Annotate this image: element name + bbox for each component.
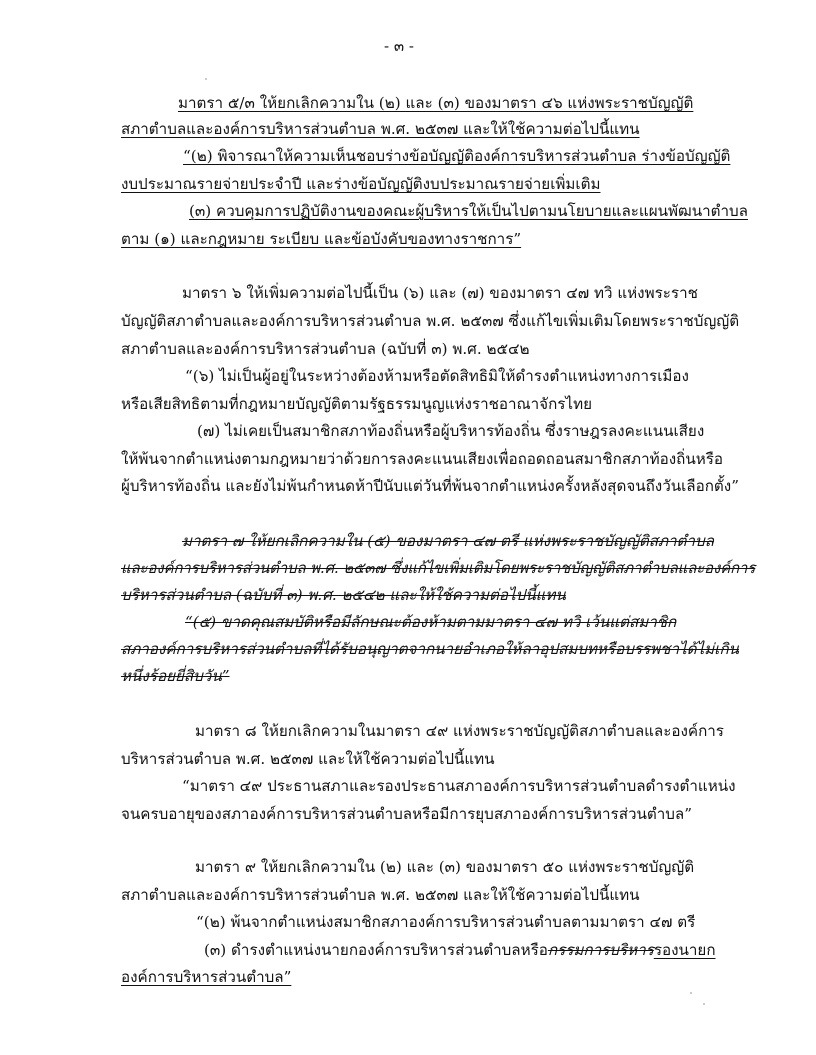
section-5-3-line-5: (๓) ควบคุมการปฏิบัติงานของคณะผู้บริหารให้เป็นไปตามนโยบายและแผนพัฒนาตำบล — [189, 202, 748, 220]
section-5-3-line-6: ตาม (๑) และกฎหมาย ระเบียบ และข้อบังคับของทางราชการ” — [121, 230, 522, 248]
section-6-line-1: มาตรา ๖ ให้เพิ่มความต่อไปนี้เป็น (๖) และ (๗) ของมาตรา ๔๗ ทวิ แห่งพระราช — [182, 284, 698, 302]
section-9-line-4-deleted: กรรมการบริหาร — [547, 941, 654, 959]
section-7-line-6: หนึ่งร้อยยี่สิบวัน” — [121, 667, 230, 685]
section-7-line-4: “(๕) ขาดคุณสมบัติหรือมีลักษณะต้องห้ามตามมาตรา ๔๗ ทวิ เว้นแต่สมาชิก — [185, 613, 677, 631]
section-7-line-5: สภาองค์การบริหารส่วนตำบลที่ได้รับอนุญาตจากนายอำเภอให้ลาอุปสมบทหรือบรรพชาได้ไม่เกิน — [121, 640, 739, 658]
scan-speck — [690, 992, 692, 994]
section-7-line-1: มาตรา ๗ ให้ยกเลิกความใน (๕) ของมาตรา ๔๗ ตรี แห่งพระราชบัญญัติสภาตำบล — [182, 532, 714, 550]
section-9-line-4-inserted: รองนายก — [653, 941, 716, 959]
section-6-line-2: บัญญัติสภาตำบลและองค์การบริหารส่วนตำบล พ.ศ. ๒๕๓๗ ซึ่งแก้ไขเพิ่มเติมโดยพระราชบัญญัติ — [121, 312, 740, 330]
scan-speck — [205, 78, 207, 80]
section-6-line-3: สภาตำบลและองค์การบริหารส่วนตำบล (ฉบับที่ ๓) พ.ศ. ๒๕๔๒ — [121, 340, 530, 358]
section-5-3-line-4: งบประมาณรายจ่ายประจำปี และร่างข้อบัญญัติงบประมาณรายจ่ายเพิ่มเติม — [121, 175, 601, 193]
section-5-3-line-3: “(๒) พิจารณาให้ความเห็นชอบร่างข้อบัญญัติองค์การบริหารส่วนตำบล ร่างข้อบัญญัติ — [183, 147, 731, 165]
section-5-3-line-2: สภาตำบลและองค์การบริหารส่วนตำบล พ.ศ. ๒๕๓๗ และให้ใช้ความต่อไปนี้แทน — [121, 120, 640, 138]
page-number: - ๓ - — [384, 37, 414, 55]
section-8-line-1: มาตรา ๘ ให้ยกเลิกความในมาตรา ๔๙ แห่งพระราชบัญญัติสภาตำบลและองค์การ — [195, 722, 724, 740]
section-7-line-3: บริหารส่วนตำบล (ฉบับที่ ๓) พ.ศ. ๒๕๔๒ และให้ใช้ความต่อไปนี้แทน — [121, 586, 566, 604]
section-6-line-6: (๗) ไม่เคยเป็นสมาชิกสภาท้องถิ่นหรือผู้บริหารท้องถิ่น ซึ่งราษฎรลงคะแนนเสียง — [197, 422, 705, 440]
section-9-line-2: สภาตำบลและองค์การบริหารส่วนตำบล พ.ศ. ๒๕๓๗ และให้ใช้ความต่อไปนี้แทน — [121, 886, 640, 904]
section-7-line-2: และองค์การบริหารส่วนตำบล พ.ศ. ๒๕๓๗ ซึ่งแก้ไขเพิ่มเติมโดยพระราชบัญญัติสภาตำบลและองค์การ — [121, 559, 756, 577]
section-9-line-1: มาตรา ๙ ให้ยกเลิกความใน (๒) และ (๓) ของมาตรา ๕๐ แห่งพระราชบัญญัติ — [195, 858, 695, 876]
section-5-3-line-1: มาตรา ๕/๓ ให้ยกเลิกความใน (๒) และ (๓) ของมาตรา ๔๖ แห่งพระราชบัญญัติ — [178, 94, 694, 112]
scan-speck — [703, 1003, 705, 1005]
section-9-line-3: “(๒) พ้นจากตำแหน่งสมาชิกสภาองค์การบริหารส่วนตำบลตามมาตรา ๔๗ ตรี — [196, 913, 696, 931]
section-8-line-2: บริหารส่วนตำบล พ.ศ. ๒๕๓๗ และให้ใช้ความต่อไปนี้แทน — [121, 750, 495, 768]
section-9-line-4-text: (๓) ดำรงตำแหน่งนายกองค์การบริหารส่วนตำบลหรือ — [204, 941, 548, 959]
section-6-line-8: ผู้บริหารท้องถิ่น และยังไม่พ้นกำหนดห้าปีนับแต่วันที่พ้นจากตำแหน่งครั้งหลังสุดจนถึงวันเลือกตั้ง” — [121, 477, 739, 495]
section-6-line-5: หรือเสียสิทธิตามที่กฎหมายบัญญัติตามรัฐธรรมนูญแห่งราชอาณาจักรไทย — [121, 395, 592, 413]
section-9-line-4 — [204, 939, 716, 961]
section-8-line-4: จนครบอายุของสภาองค์การบริหารส่วนตำบลหรือมีการยุบสภาองค์การบริหารส่วนตำบล” — [121, 805, 692, 823]
section-8-line-3: “มาตรา ๔๙ ประธานสภาและรองประธานสภาองค์การบริหารส่วนตำบลดำรงตำแหน่ง — [182, 777, 736, 795]
section-6-line-7: ให้พ้นจากตำแหน่งตามกฎหมายว่าด้วยการลงคะแนนเสียงเพื่อถอดถอนสมาชิกสภาท้องถิ่นหรือ — [121, 450, 724, 468]
section-6-line-4: “(๖) ไม่เป็นผู้อยู่ในระหว่างต้องห้ามหรือตัดสิทธิมิให้ดำรงตำแหน่งทางการเมือง — [185, 367, 689, 385]
section-9-line-5: องค์การบริหารส่วนตำบล” — [121, 968, 292, 986]
